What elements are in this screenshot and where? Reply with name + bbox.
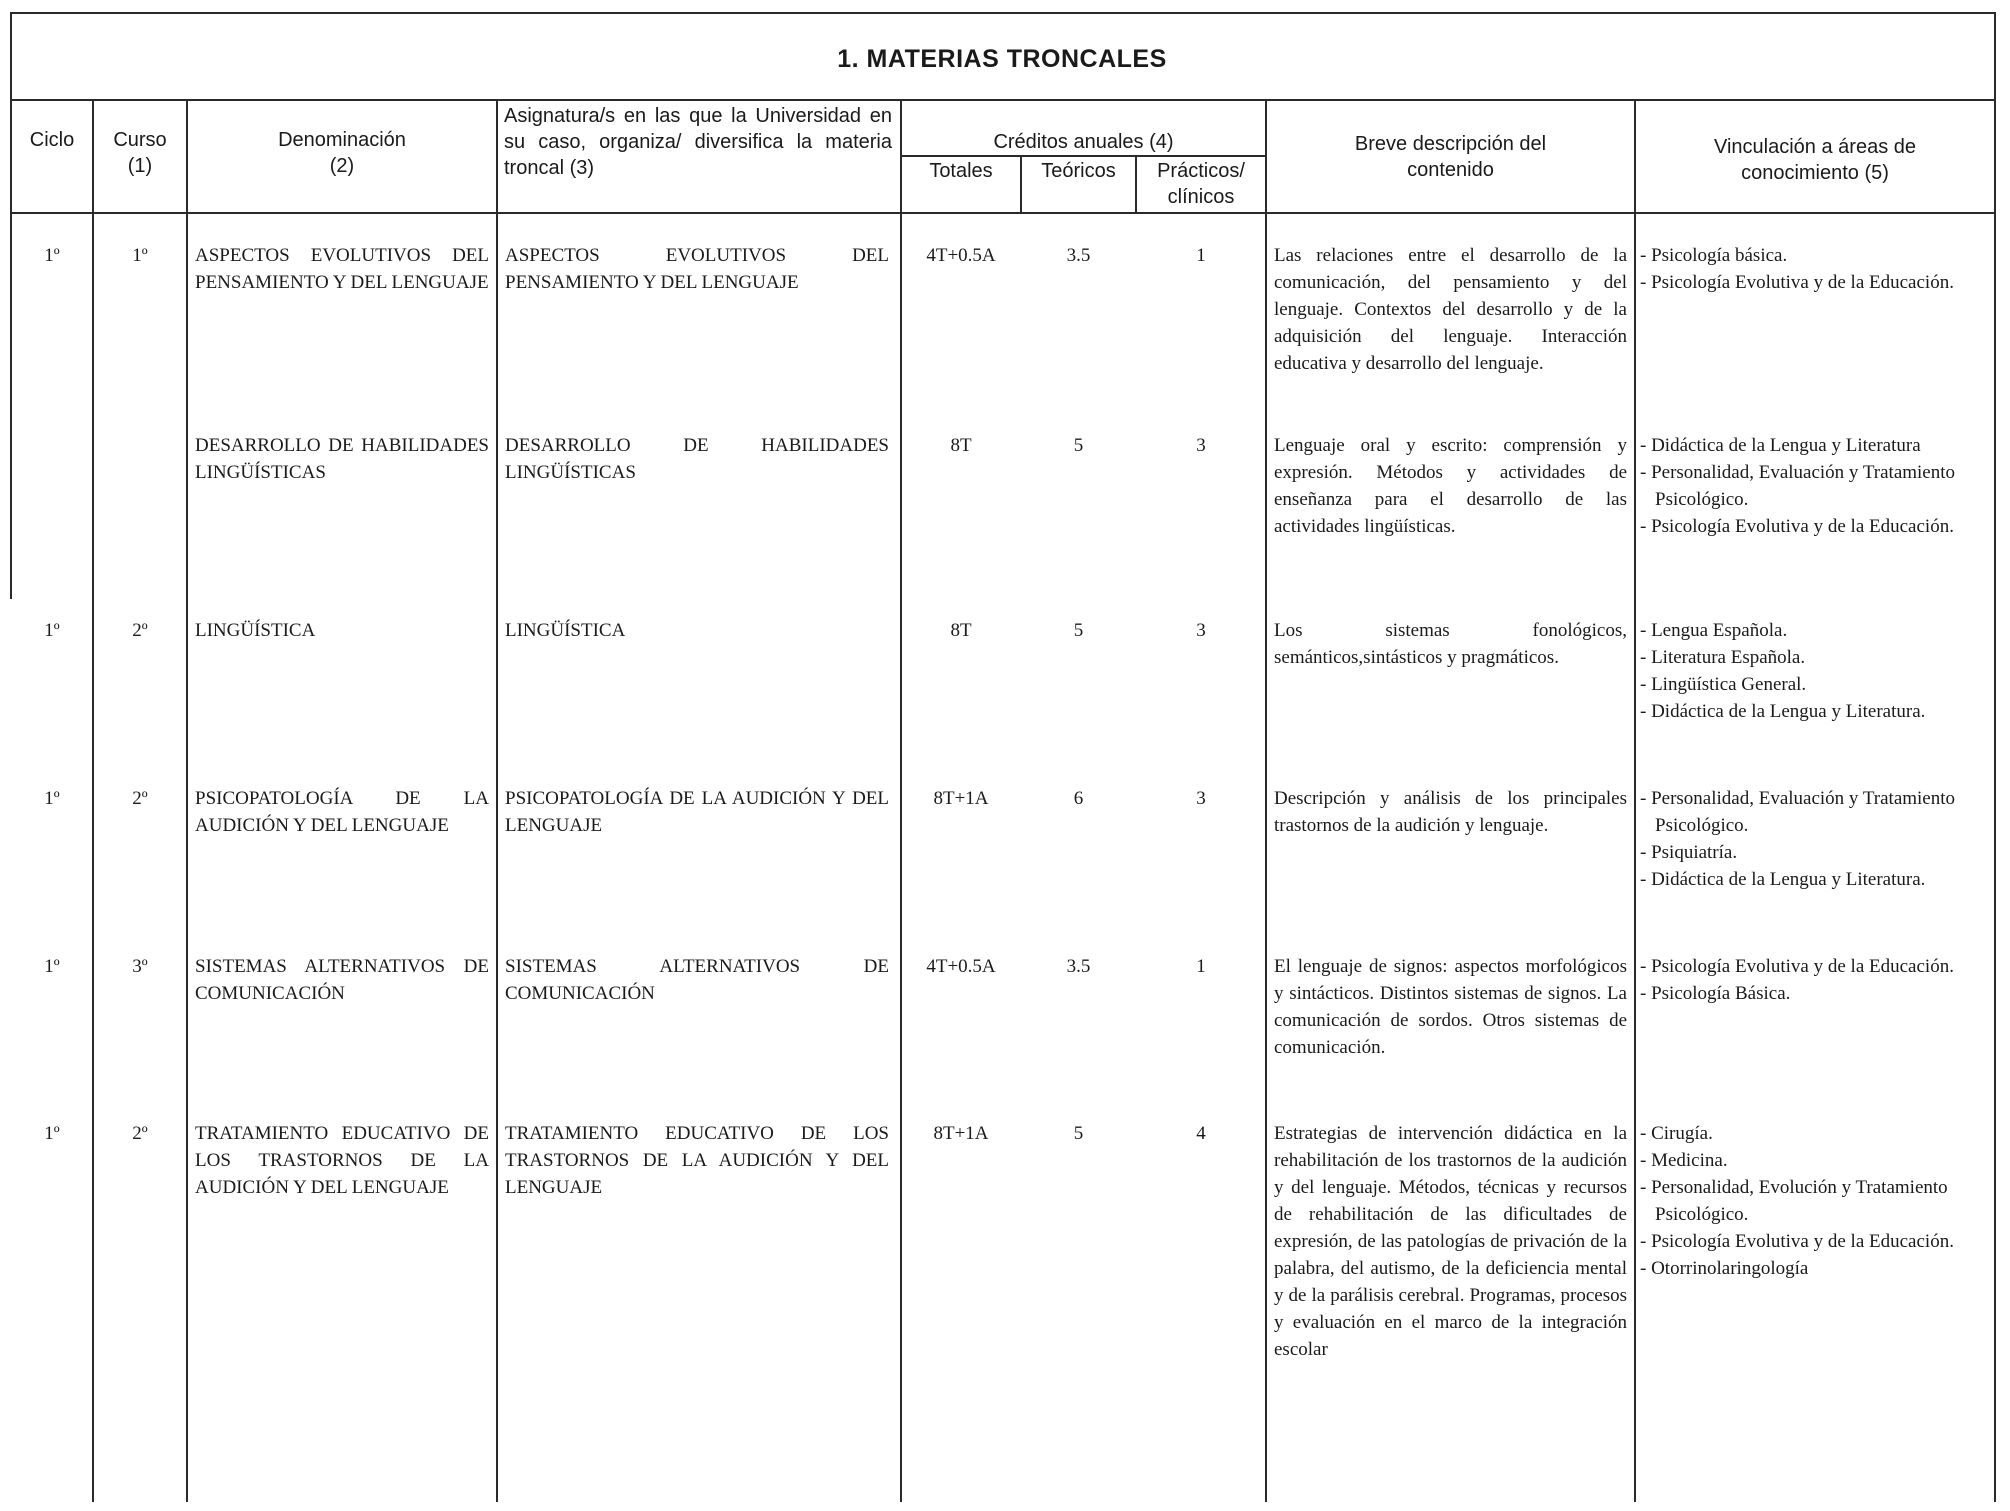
row-2-asignatura: DESARROLLO DE HABILIDADES LINGÜÍSTICAS [505,435,889,483]
row-5-totales: 4T+0.5A [926,956,996,977]
row-2-areas [1640,432,1968,540]
row-1-asignatura: ASPECTOS EVOLUTIVOS DEL PENSAMIENTO Y DEL LENGUAJE [505,245,889,293]
area-item: - Didáctica de la Lengua y Literatura. [1640,698,1968,725]
row-5-ciclo: 1º [44,956,60,977]
row-1-ciclo: 1º [44,245,60,266]
row-6-areas [1640,1120,1968,1282]
col-line-8 [1634,99,1636,1502]
header-practicos: Prácticos/ clínicos [1157,160,1245,208]
row-5-teoricos: 3.5 [1066,956,1091,977]
row-2-teoricos: 5 [1073,435,1084,456]
row-5-descripcion: El lenguaje de signos: aspectos morfológicos y sintácticos. Distintos sistemas de signos. La comunicación de sordos. Otros sistemas de comunicación. [1274,956,1627,1058]
header-descripcion: Breve descripción del contenido [1354,133,1547,181]
row-1-practicos: 1 [1196,245,1206,266]
header-curso: Curso (1) [113,129,167,177]
row-5-curso: 3º [132,956,148,977]
row-2-descripcion: Lenguaje oral y escrito: comprensión y expresión. Métodos y actividades de enseñanza para el desarrollo de las actividades lingüísticas. [1274,435,1627,537]
row-6-teoricos: 5 [1073,1123,1084,1144]
row-3-denominacion: LINGÜÍSTICA [195,620,316,641]
row-3-curso: 2º [132,620,148,641]
row-3-teoricos: 5 [1073,620,1084,641]
row-4-practicos: 3 [1196,788,1206,809]
row-6-practicos: 4 [1196,1123,1206,1144]
row-6-curso: 2º [132,1123,148,1144]
row-2-totales: 8T [950,435,972,456]
row-3-asignatura: LINGÜÍSTICA [505,620,626,641]
header-vinculacion: Vinculación a áreas de conocimiento (5) [1714,136,1916,184]
header-rule [10,212,1996,214]
table-border-right [1994,12,1996,1502]
header-denominacion: Denominación (2) [278,129,406,177]
area-item: - Psicología básica. [1640,242,1968,269]
header-creditos: Créditos anuales (4) [993,131,1174,153]
area-item: - Lingüística General. [1640,671,1968,698]
row-6-descripcion: Estrategias de intervención didáctica en la rehabilitación de los trastornos de la audición y del lenguaje. Métodos, técnicas y recursos de rehabilitación de las dificultades de expresión, de las patologías de privación de la palabra, del autismo, de la deficiencia mental y de la parálisis cerebral. Programas, procesos y evaluación en el marco de la integración escolar [1274,1123,1627,1360]
row-1-curso: 1º [132,245,148,266]
area-item: - Psicología Evolutiva y de la Educación. [1640,269,1968,296]
area-item: - Literatura Española. [1640,644,1968,671]
row-4-ciclo: 1º [44,788,60,809]
row-6-denominacion: TRATAMIENTO EDUCATIVO DE LOS TRASTORNOS DE LA AUDICIÓN Y DEL LENGUAJE [195,1123,489,1198]
area-item: - Lengua Española. [1640,617,1968,644]
area-item: - Otorrinolaringología [1640,1255,1968,1282]
header-teoricos: Teóricos [1041,160,1116,182]
row-5-asignatura: SISTEMAS ALTERNATIVOS DE COMUNICACIÓN [505,956,889,1004]
header-asignatura: Asignatura/s en las que la Universidad en su caso, organiza/ diversifica la materia troncal (3) [504,105,892,179]
row-4-denominacion: PSICOPATOLOGÍA DE LA AUDICIÓN Y DEL LENGUAJE [195,788,489,836]
row-1-totales: 4T+0.5A [926,245,996,266]
area-item: - Personalidad, Evaluación y Tratamiento Psicológico. [1640,459,1968,513]
row-5-areas [1640,953,1968,1007]
area-item: - Personalidad, Evolución y Tratamiento Psicológico. [1640,1174,1968,1228]
row-1-denominacion: ASPECTOS EVOLUTIVOS DEL PENSAMIENTO Y DEL LENGUAJE [195,245,489,293]
row-4-teoricos: 6 [1073,788,1084,809]
row-4-curso: 2º [132,788,148,809]
row-2-denominacion: DESARROLLO DE HABILIDADES LINGÜÍSTICAS [195,435,489,483]
row-3-descripcion: Los sistemas fonológicos, semánticos,sintásticos y pragmáticos. [1274,620,1627,668]
area-item: - Didáctica de la Lengua y Literatura [1640,432,1968,459]
col-line-2 [186,99,188,1502]
row-5-denominacion: SISTEMAS ALTERNATIVOS DE COMUNICACIÓN [195,956,489,1004]
row-3-ciclo: 1º [44,620,60,641]
area-item: - Psicología Evolutiva y de la Educación. [1640,1228,1968,1255]
row-1-teoricos: 3.5 [1066,245,1091,266]
row-1-areas [1640,242,1968,296]
area-item: - Psicología Básica. [1640,980,1968,1007]
header-ciclo: Ciclo [29,129,75,151]
row-3-areas [1640,617,1968,725]
row-6-asignatura: TRATAMIENTO EDUCATIVO DE LOS TRASTORNOS DE LA AUDICIÓN Y DEL LENGUAJE [505,1123,889,1198]
row-4-areas [1640,785,1968,893]
row-3-totales: 8T [950,620,972,641]
row-3-practicos: 3 [1196,620,1206,641]
area-item: - Didáctica de la Lengua y Literatura. [1640,866,1968,893]
row-1-descripcion: Las relaciones entre el desarrollo de la comunicación, del pensamiento y del lenguaje. Contextos del desarrollo y de la adquisición del lenguaje. Interacción educativa y desarrollo del lenguaje. [1274,245,1627,374]
area-item: - Cirugía. [1640,1120,1968,1147]
row-4-descripcion: Descripción y análisis de los principales trastornos de la audición y lenguaje. [1274,788,1627,836]
row-2-practicos: 3 [1196,435,1206,456]
header-totales: Totales [929,160,993,182]
area-item: - Psicología Evolutiva y de la Educación. [1640,953,1968,980]
row-5-practicos: 1 [1196,956,1206,977]
area-item: - Psiquiatría. [1640,839,1968,866]
creditos-subrule [900,155,1266,157]
row-4-asignatura: PSICOPATOLOGÍA DE LA AUDICIÓN Y DEL LENGUAJE [505,788,889,836]
col-line-3 [496,99,498,1502]
area-item: - Psicología Evolutiva y de la Educación. [1640,513,1968,540]
area-item: - Personalidad, Evaluación y Tratamiento Psicológico. [1640,785,1968,839]
page-title: 1. MATERIAS TRONCALES [837,44,1167,73]
area-item: - Medicina. [1640,1147,1968,1174]
col-line-7 [1265,99,1267,1502]
row-6-ciclo: 1º [44,1123,60,1144]
row-4-totales: 8T+1A [933,788,989,809]
row-6-totales: 8T+1A [933,1123,989,1144]
